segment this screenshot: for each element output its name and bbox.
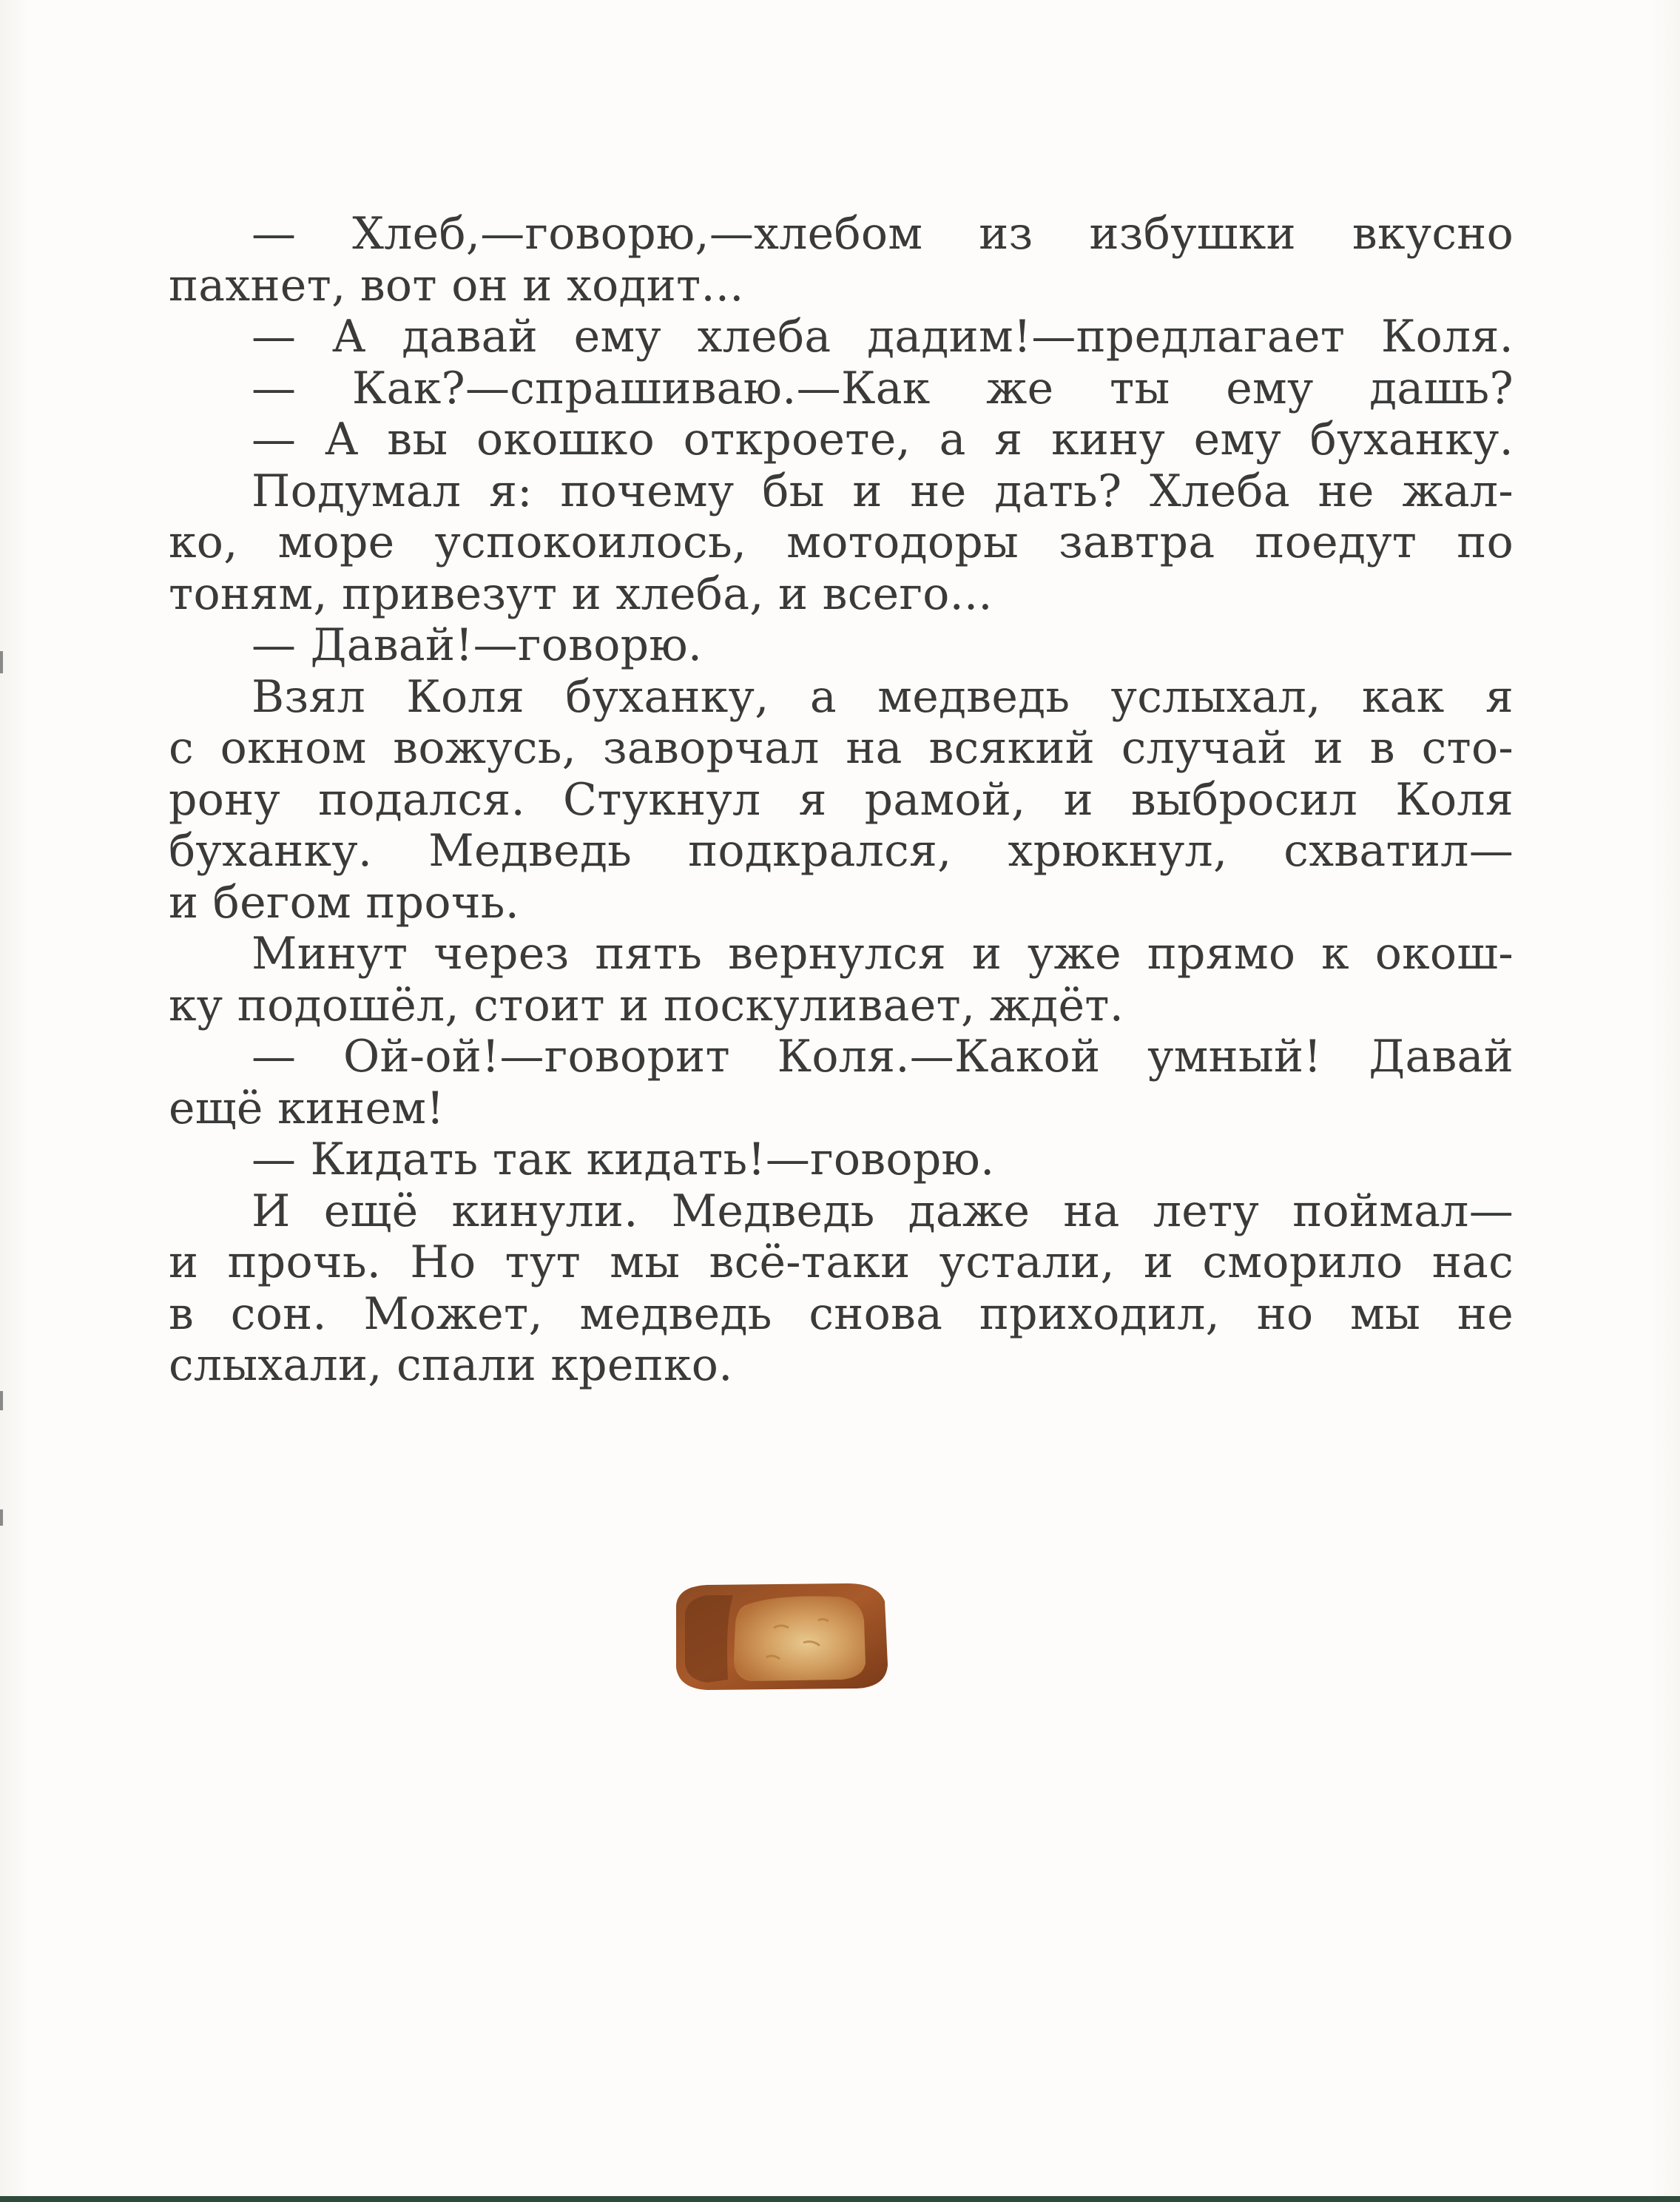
text-line: — Давай!—говорю. <box>252 620 703 671</box>
text-line: — А вы окошко откроете, а я кину ему буханку. <box>252 414 1514 465</box>
text-line: буханку. Медведь подкрался, хрюкнул, схватил— <box>169 826 1514 877</box>
text-line: ко, море успокоилось, мотодоры завтра поедут по <box>169 517 1514 568</box>
bread-loaf-illustration <box>663 1576 900 1694</box>
text-line: Минут через пять вернулся и уже прямо к окош- <box>252 929 1514 980</box>
page-edge-mark <box>0 651 3 673</box>
text-line: — Кидать так кидать!—говорю. <box>252 1134 995 1185</box>
text-line: ку подошёл, стоит и поскуливает, ждёт. <box>169 980 1124 1031</box>
text-line: и бегом прочь. <box>169 877 520 929</box>
text-line: ещё кинем! <box>169 1083 445 1134</box>
text-line: — А давай ему хлеба дадим!—предлагает Коля. <box>252 312 1514 363</box>
story-text <box>169 209 1514 1392</box>
text-line: — Хлеб,—говорю,—хлебом из избушки вкусно <box>252 209 1514 260</box>
text-line: пахнет, вот он и ходит... <box>169 260 744 312</box>
text-line: И ещё кинули. Медведь даже на лету поймал— <box>252 1185 1514 1237</box>
page-edge-mark <box>0 1509 3 1526</box>
text-line: тоням, привезут и хлеба, и всего... <box>169 568 993 620</box>
text-line: слыхали, спали крепко. <box>169 1340 733 1391</box>
text-line: — Ой-ой!—говорит Коля.—Какой умный! Давай <box>252 1031 1514 1083</box>
text-line: и прочь. Но тут мы всё-таки устали, и сморило нас <box>169 1237 1514 1288</box>
text-line: в сон. Может, медведь снова приходил, но мы не <box>169 1288 1514 1340</box>
page-bottom-edge <box>0 2196 1680 2202</box>
text-line: — Как?—спрашиваю.—Как же ты ему дашь? <box>252 363 1514 414</box>
text-line: рону подался. Стукнул я рамой, и выбросил Коля <box>169 774 1514 826</box>
text-line: с окном вожусь, заворчал на всякий случай и в сто- <box>169 723 1514 774</box>
text-line: Взял Коля буханку, а медведь услыхал, как я <box>252 671 1514 723</box>
page-edge-mark <box>0 1391 3 1410</box>
text-line: Подумал я: почему бы и не дать? Хлеба не жал- <box>252 465 1514 517</box>
